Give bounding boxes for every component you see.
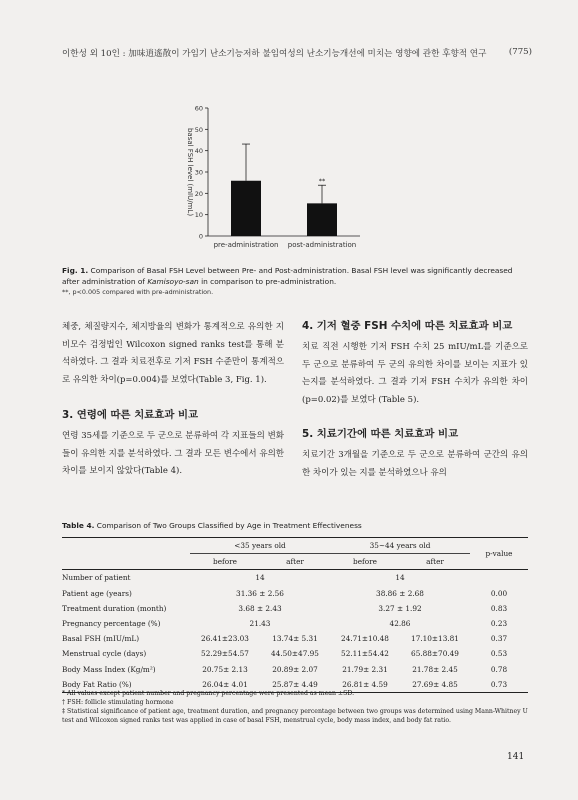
row-label: Basal FSH (mIU/mL) (62, 634, 140, 644)
row-label: Treatment duration (month) (62, 603, 167, 613)
footnote-1: * All values except patient number and pregnancy percentage were presented as mean ±SD. (62, 690, 355, 697)
row-label: Pregnancy percentage (%) (62, 619, 161, 629)
table-footnotes (62, 689, 532, 725)
cell-p: 0.83 (490, 603, 508, 613)
left-para-1: 체중, 체질량지수, 체지방율의 변화가 통계적으로 유의한 지 비모수 검정법인 Wilcoxon signed ranks test를 통해 분석하였다. 그 결과 치료전후로 기저 FSH 수준만이 통계적으로 유의한 차이(p=0.004)를 보였다(Table 3, Fig. 1). (62, 322, 284, 385)
cell-after-2: 17.10±13.81 (411, 634, 459, 644)
cell-after-2: 65.88±70.49 (411, 649, 459, 659)
cell-before-1: 26.04± 4.01 (190, 677, 260, 693)
table-row (62, 646, 528, 661)
x-tick-label: pre-administration (213, 241, 279, 249)
table-row (62, 586, 528, 601)
fsh-bar-chart (150, 100, 430, 262)
row-label: Number of patient (62, 573, 131, 583)
cell-after-2: 21.78± 2.45 (412, 664, 458, 674)
cell-g2: 38.86 ± 2.68 (376, 588, 424, 598)
cell-before-2: 26.81± 4.59 (330, 677, 400, 693)
cell-g1: 31.36 ± 2.56 (236, 588, 284, 598)
after-header-2: after (400, 554, 470, 570)
cell-after-2: 27.69± 4.85 (400, 677, 470, 693)
section-5-heading: 5. 치료기간에 따른 치료효과 비교 (302, 428, 459, 440)
group1-header: <35 years old (190, 538, 330, 554)
significance-mark: ** (318, 177, 326, 186)
bar-pre-administration (231, 181, 261, 236)
figure-caption (62, 266, 532, 298)
section-3-heading: 3. 연령에 따른 치료효과 비교 (62, 409, 199, 421)
y-tick-label: 50 (194, 125, 203, 134)
table-label: Table 4. (62, 521, 95, 530)
cell-p: 0.78 (490, 664, 508, 674)
cell-before-1: 52.29±54.57 (201, 649, 249, 659)
row-label: Menstrual cycle (days) (62, 649, 147, 659)
cell-g1: 3.68 ± 2.43 (238, 603, 282, 613)
row-label: Patient age (years) (62, 588, 132, 598)
cell-after-1: 13.74± 5.31 (272, 634, 318, 644)
cell-p: 0.37 (490, 634, 508, 644)
table-header-blank (62, 538, 190, 554)
right-para-1: 치료 직전 시행한 기저 FSH 수치 25 mIU/mL를 기준으로 두 군으로 분류하여 두 군의 유의한 차이를 보이는 지표가 있는지를 분석하였다. 그 결과 기저 FSH 수치가 유의한 차이(p=0.02)를 보였다 (Table 5). (302, 342, 528, 405)
row-label: Body Mass Index (Kg/m²) (62, 664, 156, 674)
table-caption-text: Comparison of Two Groups Classified by Age in Treatment Effectiveness (94, 521, 362, 530)
cell-p: 0.23 (490, 619, 508, 629)
group2-header: 35~44 years old (330, 538, 470, 554)
y-axis-label: basal FSH level (mIU/mL) (186, 127, 194, 217)
cell-g2: 3.27 ± 1.92 (378, 603, 422, 613)
cell-p (470, 570, 528, 586)
figure-note: **, p<0.005 compared with pre-administration. (62, 288, 214, 296)
section-4-heading: 4. 기저 혈중 FSH 수치에 따른 치료효과 비교 (302, 320, 513, 332)
cell-before-1: 26.41±23.03 (201, 634, 249, 644)
cell-after-1: 25.87± 4.49 (260, 677, 330, 693)
age-comparison-table (62, 537, 528, 693)
figure-label: Fig. 1. (62, 266, 89, 275)
footnote-3: ‡ Statistical significance of patient age, treatment duration, and pregnancy percentage between two groups was determined using Mann-Whitney U test and Wilcoxon signed ranks test was applied in case of basal FSH, menstrual cycle, body mass index, and body fat ratio. (62, 708, 528, 724)
y-tick-label: 10 (194, 211, 203, 220)
cell-after-1: 20.89± 2.07 (272, 664, 318, 674)
before-header-2: before (330, 554, 400, 570)
cell-after-1: 44.50±47.95 (271, 649, 319, 659)
table-caption (62, 521, 362, 530)
cell-before-2: 21.79± 2.31 (342, 664, 388, 674)
before-header-1: before (190, 554, 260, 570)
page-ref: (775) (508, 47, 532, 57)
running-title: 이한성 외 10인 : 加味逍遙散이 가임기 난소기능저하 불임여성의 난소기능개선에 미치는 영향에 관한 후향적 연구 (62, 49, 487, 59)
cell-before-2: 24.71±10.48 (341, 634, 389, 644)
y-tick-label: 30 (194, 168, 203, 177)
running-header (62, 47, 532, 59)
after-header-1: after (260, 554, 330, 570)
right-para-2: 치료기간 3개월을 기준으로 두 군으로 분류하여 군간의 유의한 차이가 있는 지를 분석하였으나 유의 (302, 450, 528, 478)
table-row (62, 662, 528, 677)
left-para-2: 연령 35세를 기준으로 두 군으로 분류하여 각 지표들의 변화들이 유의한 지를 분석하였다. 그 결과 모든 변수에서 유의한 차이를 보이지 않았다(Table 4). (62, 431, 284, 476)
table-header-row-1 (62, 538, 528, 554)
cell-g1: 14 (255, 573, 265, 583)
cell-p: 0.73 (470, 677, 528, 693)
table-header-blank-2 (62, 554, 190, 570)
table-row (62, 631, 528, 646)
table-row (62, 570, 528, 586)
cell-g2: 14 (395, 573, 405, 583)
y-tick-label: 60 (194, 104, 203, 113)
left-column (62, 319, 284, 481)
table-header-row-2 (62, 554, 528, 570)
right-column (302, 319, 528, 482)
cell-p: 0.00 (490, 588, 508, 598)
cell-g1: 21.43 (249, 619, 271, 629)
bar-post-administration (307, 203, 337, 236)
y-tick-label: 20 (194, 189, 203, 198)
figure-caption-text-a: Comparison of Basal FSH Level between Pre- and Post-administration. Basal FSH level was significantly decreased after administration of (62, 266, 513, 286)
cell-before-2: 52.11±54.42 (341, 649, 389, 659)
x-tick-label: post-administration (287, 241, 357, 249)
figure-caption-text-b: in comparison to pre-administration. (198, 276, 337, 286)
footnote-2: † FSH: follicle stimulating hormone (62, 699, 174, 706)
cell-before-1: 20.75± 2.13 (202, 664, 248, 674)
y-tick-label: 0 (198, 232, 203, 241)
cell-p: 0.53 (490, 649, 508, 659)
table-row (62, 616, 528, 631)
table-row (62, 601, 528, 616)
page-number: 141 (507, 752, 525, 762)
cell-g2: 42.86 (389, 619, 411, 629)
row-label: Body Fat Ratio (%) (62, 677, 190, 693)
figure-caption-herb: Kamisoyo-san (147, 276, 199, 286)
pvalue-header: p-value (470, 538, 528, 570)
y-tick-label: 40 (194, 147, 203, 156)
